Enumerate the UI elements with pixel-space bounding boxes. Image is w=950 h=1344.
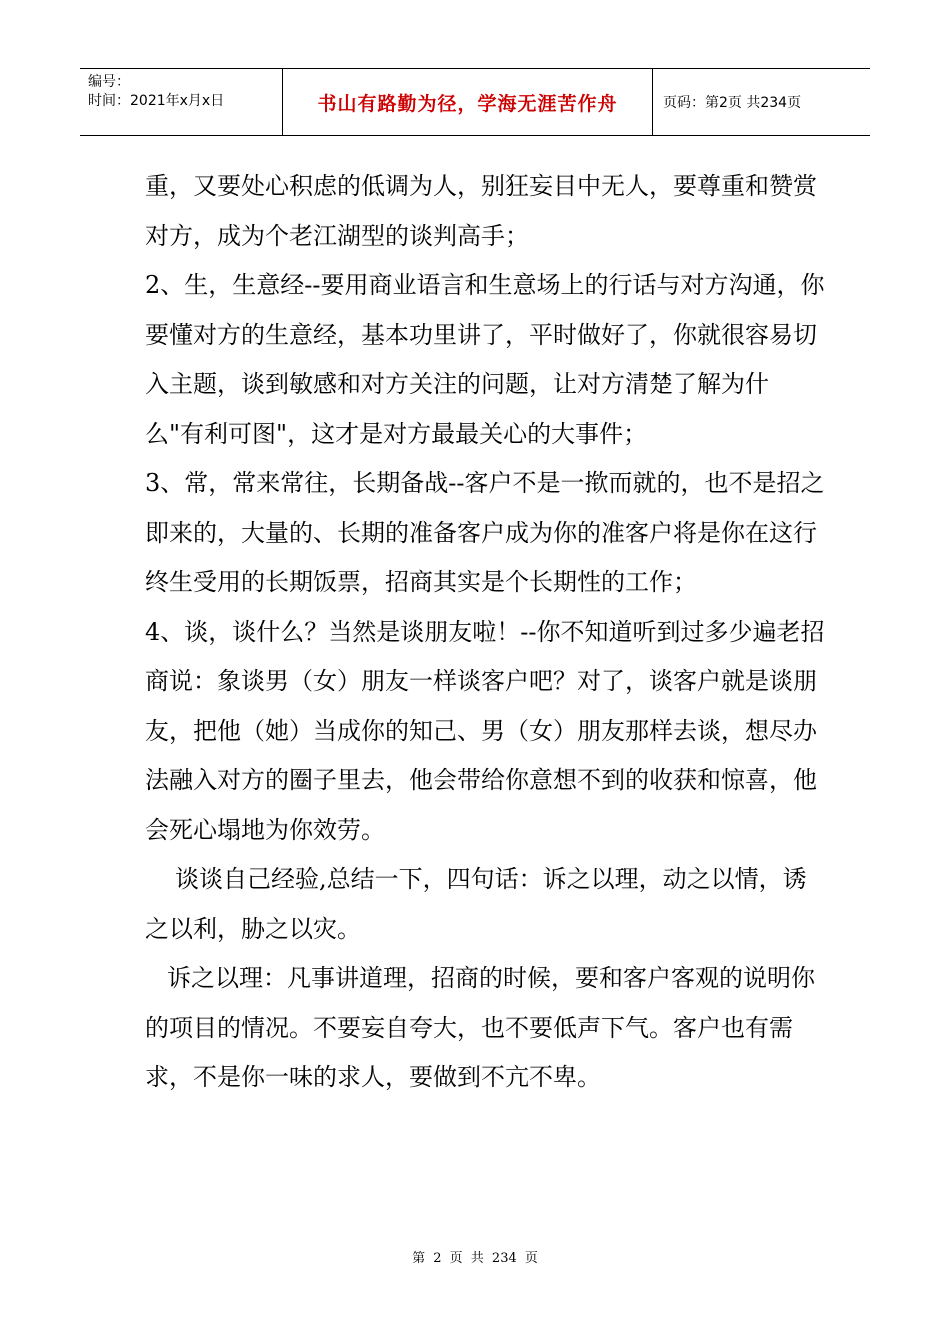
paragraph: 4、谈，谈什么？当然是谈朋友啦！--你不知道听到过多少遍老招商说：象谈男（女）朋友一样谈客户吧？对了，谈客户就是谈朋友，把他（她）当成你的知己、男（女）朋友那样去谈，想尽办法融入对方的圈子里去，他会带给你意想不到的收获和惊喜，他会死心塌地为你效劳。	[145, 617, 825, 844]
paragraph: 诉之以理：凡事讲道理，招商的时候，要和客户客观的说明你的项目的情况。不要妄自夸大，也不要低声下气。客户也有需求，不是你一味的求人，要做到不亢不卑。	[145, 964, 815, 1091]
header-motto-cell	[283, 69, 653, 135]
header-page-info-cell	[653, 69, 870, 135]
header-meta	[80, 69, 283, 135]
header-motto: 书山有路勤为径，学海无涯苦作舟	[317, 92, 618, 115]
page-footer: 第 2 页 共 234 页	[412, 1251, 538, 1266]
paragraph: 重，又要处心积虑的低调为人，别狂妄目中无人，要尊重和赞赏对方，成为个老江湖型的谈判高手；	[145, 172, 817, 250]
paragraph: 2、生，生意经--要用商业语言和生意场上的行话与对方沟通，你要懂对方的生意经，基本功里讲了，平时做好了，你就很容易切入主题，谈到敏感和对方关注的问题，让对方清楚了解为什么"有利可图"，这才是对方最最关心的大事件；	[145, 271, 825, 448]
document-time-label: 时间：2021年x月x日	[88, 93, 225, 109]
document-number-label: 编号：	[88, 74, 130, 90]
document-body	[145, 162, 825, 1103]
header-table	[80, 68, 870, 136]
paragraph: 谈谈自己经验,总结一下，四句话：诉之以理，动之以情，诱之以利，胁之以灾。	[145, 865, 807, 943]
paragraph: 3、常，常来常往，长期备战--客户不是一揿而就的，也不是招之即来的，大量的、长期的准备客户成为你的准客户将是你在这行终生受用的长期饭票，招商其实是个长期性的工作；	[145, 469, 825, 596]
header-page-info: 页码：第2页 共234页	[663, 95, 802, 111]
